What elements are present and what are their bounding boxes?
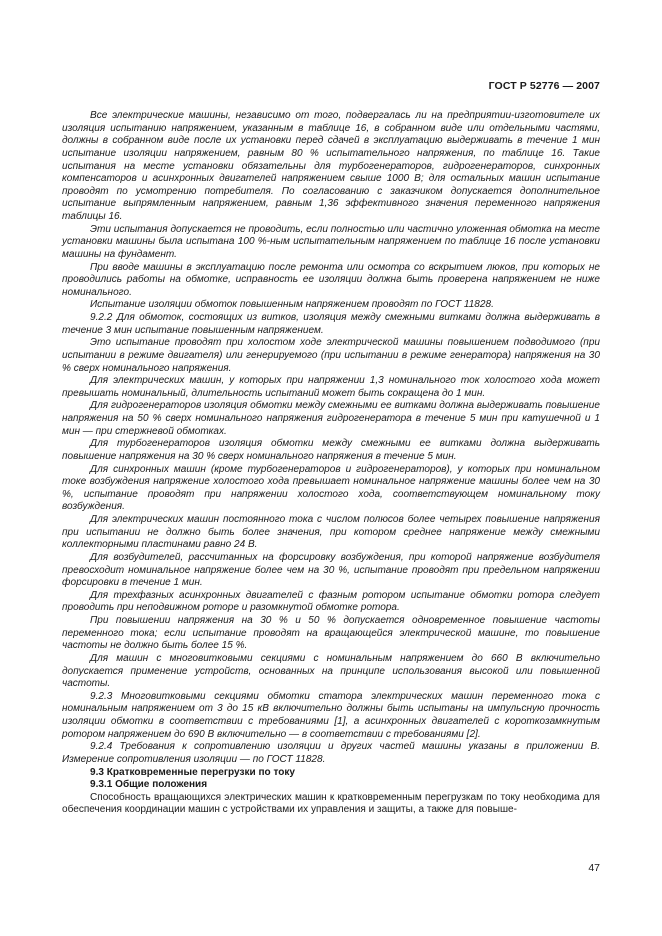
body-paragraph: Это испытание проводят при холостом ходе электрической машины повышением подводимого (при испытании в режиме двигателя) или генерируемого (при испытании в режиме генератора) напряжения на 30 % сверх номинального напряжения.	[62, 337, 600, 374]
body-paragraph: Способность вращающихся электрических машин к кратковременным перегрузкам по току необходима для обеспечения координации машин с устройствами их управления и защиты, а также для повыше-	[62, 791, 600, 816]
body-paragraph: При повышении напряжения на 30 % и 50 % допускается одновременное повышение частоты переменного тока; если испытание проводят на вращающейся электрической машине, то повышение частоты не должно быть более 15 %.	[62, 615, 600, 652]
body-paragraph: Для синхронных машин (кроме турбогенераторов и гидрогенераторов), у которых при номинальном токе возбуждения напряжение холостого хода превышает номинальное напряжение машины более чем на 30 %, испытание проводят при напряжении холостого хода, соответствующем номинальному току возбуждения.	[62, 463, 600, 513]
body-paragraph: 9.2.2 Для обмоток, состоящих из витков, изоляция между смежными витками должна выдерживать в течение 3 мин испытание повышенным напряжением.	[62, 312, 600, 336]
section-heading: 9.3.1 Общие положения	[90, 779, 208, 791]
standard-header: ГОСТ Р 52776 — 2007	[488, 80, 600, 92]
body-paragraph: Испытание изоляции обмоток повышенным напряжением проводят по ГОСТ 11828.	[90, 299, 494, 311]
body-paragraph: Для возбудителей, рассчитанных на форсировку возбуждения, при которой напряжение возбудителя превосходит номинальное напряжение более чем на 30 %, испытание проводят при предельном напряжении форсировки в течение 1 мин.	[62, 551, 600, 589]
body-paragraph: Для турбогенераторов изоляция обмотки между смежными ее витками должна выдерживать повышение напряжения на 30 % сверх номинального напряжения в течение 5 мин.	[62, 438, 600, 462]
body-paragraph: Для электрических машин, у которых при напряжении 1,3 номинального ток холостого хода может превышать номинальный, длительность испытаний может быть сокращена до 1 мин.	[62, 375, 600, 399]
body-paragraph: Для гидрогенераторов изоляция обмотки между смежными ее витками должна выдерживать повышение напряжения на 50 % сверх номинального напряжения гидрогенератора в течение 5 мин при катушечной и 1 мин — при стержневой обмотках.	[62, 400, 600, 437]
body-paragraph: Для трехфазных асинхронных двигателей с фазным ротором испытание обмотки ротора следует проводить при неподвижном роторе и разомкнутой обмотке ротора.	[62, 589, 600, 614]
page-body	[62, 110, 600, 817]
body-paragraph: Все электрические машины, независимо от того, подвергалась ли на предприятии-изготовителе их изоляция испытанию напряжением, указанным в таблице 16, в собранном виде или отдельными частями, должны в собранном виде после их установки перед сдачей в эксплуатацию выдерживать в течение 1 мин испытание изоляции напряжением, равным 80 % испытательного напряжения, по таблице 16. Такие испытания на месте установки обязательны для турбогенераторов, гидрогенераторов, синхронных компенсаторов и асинхронных двигателей напряжением свыше 1000 В; для остальных машин испытание проводят по усмотрению потребителя. По согласованию с заказчиком допускается дополнительное испытание выпрямленным напряжением, равным 1,36 эффективного значения переменного напряжения таблицы 16.	[62, 110, 600, 222]
body-paragraph: Для электрических машин постоянного тока с числом полюсов более четырех повышение напряжения при испытании не должно быть более значения, при котором среднее напряжение между смежными коллекторными пластинами равно 24 В.	[62, 514, 600, 551]
body-paragraph: 9.2.3 Многовитковыми секциями обмотки статора электрических машин переменного тока с номинальным напряжением от 3 до 15 кВ включительно должны быть испытаны на импульсную прочность изоляции обмотки в соответствии с требованиями [1], а асинхронных двигателей с короткозамкнутым ротором напряжением до 690 В включительно — в соответствии с требованиями [2].	[62, 690, 600, 740]
body-paragraph: Эти испытания допускается не проводить, если полностью или частично уложенная обмотка на месте установки машины была испытана 100 %-ным испытательным напряжением по таблице 16 после установки машины на фундамент.	[62, 223, 600, 260]
body-paragraph: Для машин с многовитковыми секциями с номинальным напряжением до 660 В включительно допускается применение устройств, основанных на принципе использования высокой или повышенной частоты.	[62, 652, 600, 690]
page-number: 47	[588, 862, 600, 874]
section-heading: 9.3 Кратковременные перегрузки по току	[90, 766, 296, 778]
body-paragraph: При вводе машины в эксплуатацию после ремонта или осмотра со вскрытием люков, при которых не проводились работы на обмотке, исправность ее изоляции должна быть проверена напряжением не ниже номинального.	[62, 261, 600, 298]
body-paragraph: 9.2.4 Требования к сопротивлению изоляции и других частей машины указаны в приложении В. Измерение сопротивления изоляции — по ГОСТ 11828.	[62, 741, 600, 765]
